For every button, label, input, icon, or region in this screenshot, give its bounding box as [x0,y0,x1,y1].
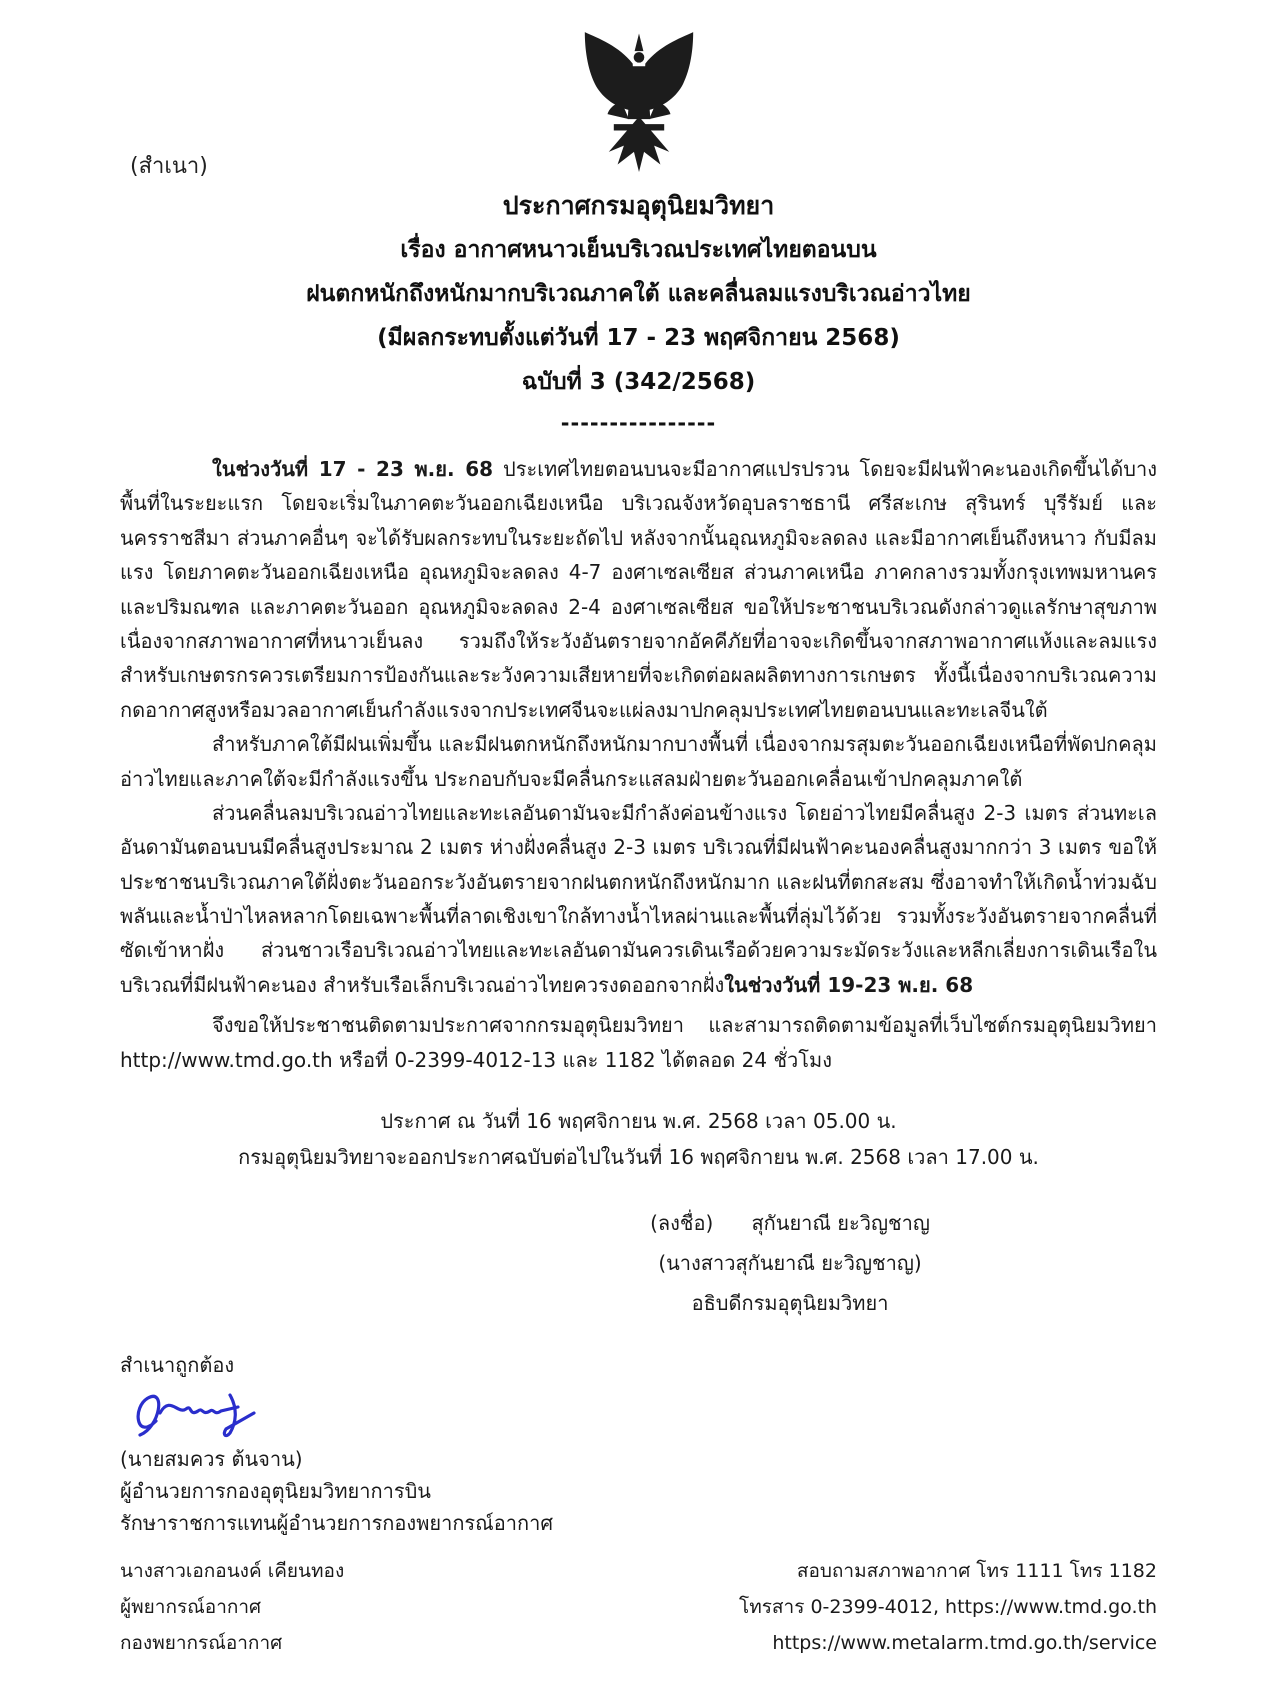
signer-full-name: (นางสาวสุกันยาณี ยะวิญชาญ) [658,1251,922,1276]
certifier-title-1: ผู้อำนวยการกองอุตุนิยมวิทยาการบิน [120,1479,431,1504]
certifier-name: (นายสมควร ต้นจาน) [120,1447,303,1472]
metalarm-url: https://www.metalarm.tmd.go.th/service [772,1632,1157,1655]
footer [120,1553,1157,1661]
effective-period: (มีผลกระทบตั้งแต่วันที่ 17 - 23 พฤศจิกายน 2568) [377,325,900,351]
issue-number: ฉบับที่ 3 (342/2568) [521,369,756,395]
paragraph-3-text: ส่วนคลื่นลมบริเวณอ่าวไทยและทะเลอันดามันจะมีกำลังค่อนข้างแรง โดยอ่าวไทยมีคลื่นสูง 2-3 เมตร ส่วนทะเลอันดามันตอนบนมีคลื่นสูงประมาณ 2 เมตร ห่างฝั่งคลื่นสูง 2-3 เมตร บริเวณที่มีฝนฟ้าคะนองคลื่นสูงมากกว่า 3 เมตร ขอให้ประชาชนบริเวณภาคใต้ฝั่งตะวันออกระวังอันตรายจากฝนตกหนักถึงหนักมาก และฝนที่ตกสะสม ซึ่งอาจทำให้เกิดน้ำท่วมฉับพลันและน้ำป่าไหลหลากโดยเฉพาะพื้นที่ลาดเชิงเขาใกล้ทางน้ำไหลผ่านและพื้นที่ลุ่มไว้ด้วย รวมทั้งระวังอันตรายจากคลื่นที่ซัดเข้าหาฝั่ง ส่วนชาวเรือบริเวณอ่าวไทยและทะเลอันดามันควรเดินเรือด้วยความระมัดระวังและหลีกเลี่ยงการเดินเรือในบริเวณที่มีฝนฟ้าคะนอง สำหรับเรือเล็กบริเวณอ่าวไทยควรงดออกจากฝั่ง [120,800,1157,997]
handwritten-signature-icon [126,1383,286,1441]
certifier-title-2: รักษาราชการแทนผู้อำนวยการกองพยากรณ์อากาศ [120,1511,554,1536]
paragraph-3 [120,796,1157,1002]
agency-title: ประกาศกรมอุตุนิยมวิทยา [502,191,775,220]
forecaster-title: ผู้พยากรณ์อากาศ [120,1596,262,1619]
certified-copy-label: สำเนาถูกต้อง [120,1353,235,1378]
next-issue-line: กรมอุตุนิยมวิทยาจะออกประกาศฉบับต่อไปในวันที่ 16 พฤศจิกายน พ.ศ. 2568 เวลา 17.00 น. [238,1145,1039,1170]
signer-title: อธิบดีกรมอุตุนิยมวิทยา [691,1291,889,1316]
fax-and-website: โทรสาร 0-2399-4012, https://www.tmd.go.th [739,1596,1157,1619]
signed-by-row: (ลงชื่อ) สุกันยาณี ยะวิญชาญ [650,1211,930,1236]
handwritten-signature [126,1383,1157,1441]
separator-dashes: ---------------- [560,411,717,435]
subject-line-2: ฝนตกหนักถึงหนักมากบริเวณภาคใต้ และคลื่นลมแรงบริเวณอ่าวไทย [306,281,971,307]
signature-block [560,1203,1020,1323]
paragraph-3-bold-dates: ในช่วงวันที่ 19-23 พ.ย. 68 [724,972,974,997]
footer-row-1 [120,1553,1157,1589]
paragraph-1-text: ประเทศไทยตอนบนจะมีอากาศแปรปรวน โดยจะมีฝนฟ้าคะนองเกิดขึ้นได้บางพื้นที่ในระยะแรก โดยจะเริ่มในภาคตะวันออกเฉียงเหนือ บริเวณจังหวัดอุบลราชธานี ศรีสะเกษ สุรินทร์ บุรีรัมย์ และนครราชสีมา ส่วนภาคอื่นๆ จะได้รับผลกระทบในระยะถัดไป หลังจากนั้นอุณหภูมิจะลดลง และมีอากาศเย็นถึงหนาว กับมีลมแรง โดยภาคตะวันออกเฉียงเหนือ อุณหภูมิจะลดลง 4-7 องศาเซลเซียส ส่วนภาคเหนือ ภาคกลางรวมทั้งกรุงเทพมหานครและปริมณฑล และภาคตะวันออก อุณหภูมิจะลดลง 2-4 องศาเซลเซียส ขอให้ประชาชนบริเวณดังกล่าวดูแลรักษาสุขภาพ เนื่องจากสภาพอากาศที่หนาวเย็นลง รวมถึงให้ระวังอันตรายจากอัคคีภัยที่อาจจะเกิดขึ้นจากสภาพอากาศแห้งและลมแรง สำหรับเกษตรกรควรเตรียมการป้องกันและระวังความเสียหายที่จะเกิดต่อผลผลิตทางการเกษตร ทั้งนี้เนื่องจากบริเวณความกดอากาศสูงหรือมวลอากาศเย็นกำลังแรงจากประเทศจีนจะแผ่ลงมาปกคลุมประเทศไทยตอนบนและทะเลจีนใต้ [120,457,1157,722]
footer-row-3 [120,1625,1157,1661]
announcement-body [120,452,1157,1077]
weather-inquiry-phones: สอบถามสภาพอากาศ โทร 1111 โทร 1182 [796,1560,1157,1583]
copy-label: (สำเนา) [130,154,208,179]
title-block [120,184,1157,404]
paragraph-1-lead: ในช่วงวันที่ 17 - 23 พ.ย. 68 [212,457,494,481]
garuda-emblem-icon [576,30,702,178]
garuda-emblem [120,30,1157,178]
issuance-block [120,1103,1157,1175]
forecast-division: กองพยากรณ์อากาศ [120,1632,283,1655]
forecaster-name: นางสาวเอกอนงค์ เคียนทอง [120,1560,345,1583]
issued-date-line: ประกาศ ณ วันที่ 16 พฤศจิกายน พ.ศ. 2568 เวลา 05.00 น. [380,1109,897,1134]
certification-block [120,1349,1157,1539]
subject-line-1: เรื่อง อากาศหนาวเย็นบริเวณประเทศไทยตอนบน [400,237,877,263]
paragraph-4: จึงขอให้ประชาชนติดตามประกาศจากกรมอุตุนิยมวิทยา และสามารถติดตามข้อมูลที่เว็บไซต์กรมอุตุนิยมวิทยา http://www.tmd.go.th หรือที่ 0-2399-4012-13 และ 1182 ได้ตลอด 24 ชั่วโมง [120,1013,1157,1072]
footer-row-2 [120,1589,1157,1625]
paragraph-1 [120,452,1157,727]
paragraph-2: สำหรับภาคใต้มีฝนเพิ่มขึ้น และมีฝนตกหนักถึงหนักมากบางพื้นที่ เนื่องจากมรสุมตะวันออกเฉียงเหนือที่พัดปกคลุมอ่าวไทยและภาคใต้จะมีกำลังแรงขึ้น ประกอบกับจะมีคลื่นกระแสลมฝ่ายตะวันออกเคลื่อนเข้าปกคลุมภาคใต้ [120,732,1157,791]
